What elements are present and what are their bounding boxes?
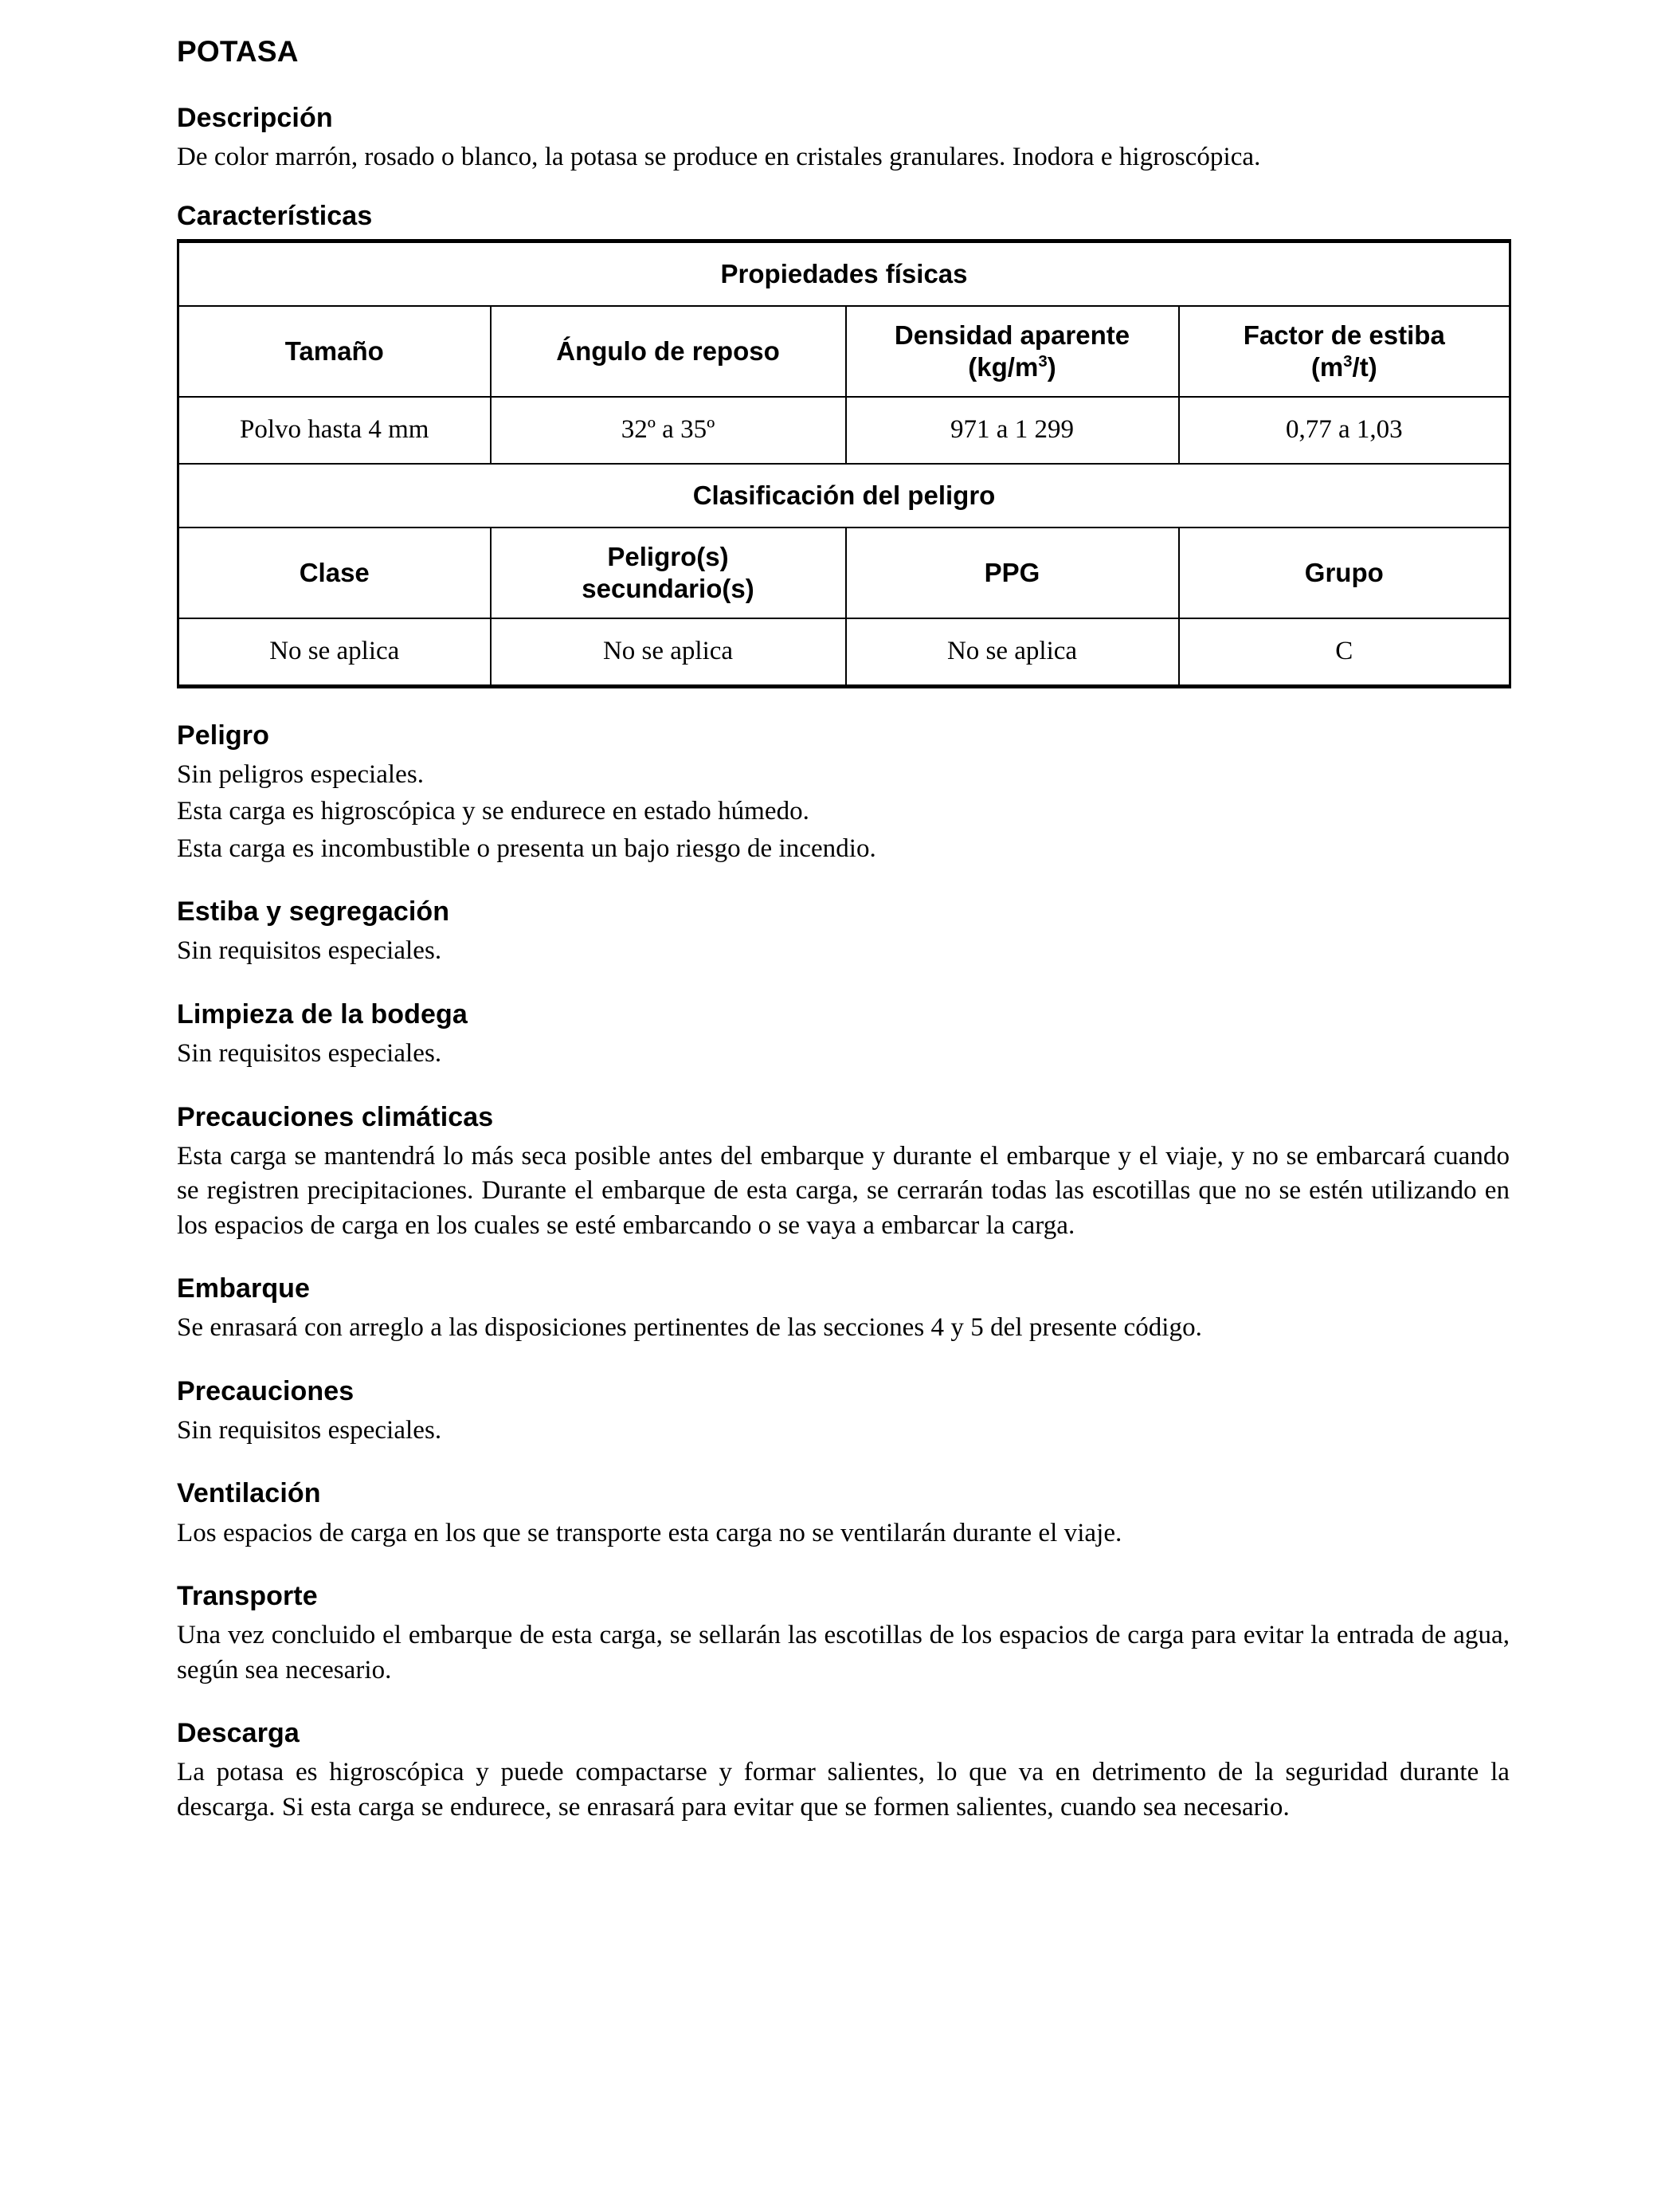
section-transporte [177, 1581, 1510, 1688]
section-ventilacion [177, 1478, 1510, 1551]
header-tamano: Tamaño [178, 306, 491, 397]
table-row [178, 464, 1510, 528]
table-row [178, 618, 1510, 687]
header-ppg: PPG [846, 528, 1179, 618]
heading-limpieza-bodega: Limpieza de la bodega [177, 998, 468, 1030]
paragraph-descarga: La potasa es higroscópica y puede compactarse y formar salientes, lo que va en detrimento de la seguridad durante la descarga. Si esta carga se endurece, se enrasará para evitar que se formen salientes, cuando sea necesario. [177, 1758, 1510, 1822]
value-clase: No se aplica [178, 618, 491, 687]
page-title: POTASA [177, 35, 299, 68]
heading-descripcion: Descripción [177, 102, 333, 133]
section-precauciones [177, 1376, 1510, 1449]
value-angulo-reposo: 32º a 35º [491, 397, 846, 464]
properties-table [177, 239, 1511, 688]
paragraph-peligro-1: Sin peligros especiales. [177, 759, 425, 789]
paragraph-embarque: Se enrasará con arreglo a las disposiciones pertinentes de las secciones 4 y 5 del presente código. [177, 1313, 1202, 1343]
value-peligros-secundarios: No se aplica [491, 618, 846, 687]
header-densidad-unit-pre: (kg/m [968, 351, 1039, 382]
heading-peligro: Peligro [177, 720, 269, 751]
header-factor-estiba [1179, 306, 1510, 397]
band-propiedades-fisicas: Propiedades físicas [178, 241, 1510, 306]
paragraph-peligro-2: Esta carga es higroscópica y se endurece en estado húmedo. [177, 797, 809, 826]
heading-caracteristicas: Características [177, 201, 373, 232]
value-grupo: C [1179, 618, 1510, 687]
paragraph-limpieza-bodega: Sin requisitos especiales. [177, 1038, 442, 1068]
paragraph-ventilacion: Los espacios de carga en los que se transporte esta carga no se ventilarán durante el viaje. [177, 1518, 1122, 1547]
heading-transporte: Transporte [177, 1581, 318, 1612]
section-precauciones-climaticas [177, 1102, 1510, 1244]
table-row [178, 306, 1510, 397]
header-factor-unit-pre: (m [1310, 351, 1344, 382]
value-factor-estiba: 0,77 a 1,03 [1179, 397, 1510, 464]
section-limpieza-bodega [177, 999, 1510, 1072]
header-factor-unit-exp: 3 [1343, 351, 1353, 371]
header-densidad-line1: Densidad aparente [894, 320, 1130, 350]
paragraph-transporte: Una vez concluido el embarque de esta carga, se sellarán las escotillas de los espacios de carga para evitar la entrada de agua, según sea necesario. [177, 1621, 1510, 1684]
header-factor-line1: Factor de estiba [1243, 320, 1445, 350]
header-densidad-unit-exp: 3 [1038, 351, 1048, 371]
paragraph-peligro-3: Esta carga es incombustible o presenta un bajo riesgo de incendio. [177, 833, 876, 863]
header-peligros-secundarios [491, 528, 846, 618]
header-factor-unit-post: /t) [1352, 351, 1377, 382]
section-embarque [177, 1273, 1510, 1346]
header-peligros-line1: Peligro(s) [607, 541, 729, 571]
heading-embarque: Embarque [177, 1273, 311, 1304]
table-row [178, 528, 1510, 618]
section-caracteristicas [177, 201, 1510, 688]
header-peligros-line2: secundario(s) [582, 573, 754, 603]
table-row [178, 397, 1510, 464]
table-row [178, 241, 1510, 306]
heading-precauciones: Precauciones [177, 1375, 354, 1406]
header-densidad-aparente [846, 306, 1179, 397]
header-angulo-reposo: Ángulo de reposo [491, 306, 846, 397]
paragraph-descripcion: De color marrón, rosado o blanco, la potasa se produce en cristales granulares. Inodora e higroscópica. [177, 142, 1261, 171]
value-densidad-aparente: 971 a 1 299 [846, 397, 1179, 464]
paragraph-estiba-segregacion: Sin requisitos especiales. [177, 936, 442, 966]
section-descripcion [177, 103, 1510, 175]
section-peligro [177, 720, 1510, 867]
heading-estiba-segregacion: Estiba y segregación [177, 896, 450, 928]
band-clasificacion-peligro: Clasificación del peligro [178, 464, 1510, 528]
section-descarga [177, 1718, 1510, 1825]
value-ppg: No se aplica [846, 618, 1179, 687]
header-clase: Clase [178, 528, 491, 618]
heading-descarga: Descarga [177, 1718, 300, 1749]
paragraph-precauciones: Sin requisitos especiales. [177, 1415, 442, 1445]
header-grupo: Grupo [1179, 528, 1510, 618]
heading-ventilacion: Ventilación [177, 1478, 321, 1509]
paragraph-precauciones-climaticas: Esta carga se mantendrá lo más seca posible antes del embarque y durante el embarque y el viaje, y no se embarcará cuando se registren precipitaciones. Durante el embarque de esta carga, se cerrarán todas las escotillas que no se estén utilizando en los espacios de carga en los cuales se esté embarcando o se vaya a embarcar la carga. [177, 1141, 1510, 1240]
header-densidad-unit-post: ) [1047, 351, 1056, 382]
section-estiba-segregacion [177, 896, 1510, 969]
value-tamano: Polvo hasta 4 mm [178, 397, 491, 464]
heading-precauciones-climaticas: Precauciones climáticas [177, 1101, 494, 1132]
